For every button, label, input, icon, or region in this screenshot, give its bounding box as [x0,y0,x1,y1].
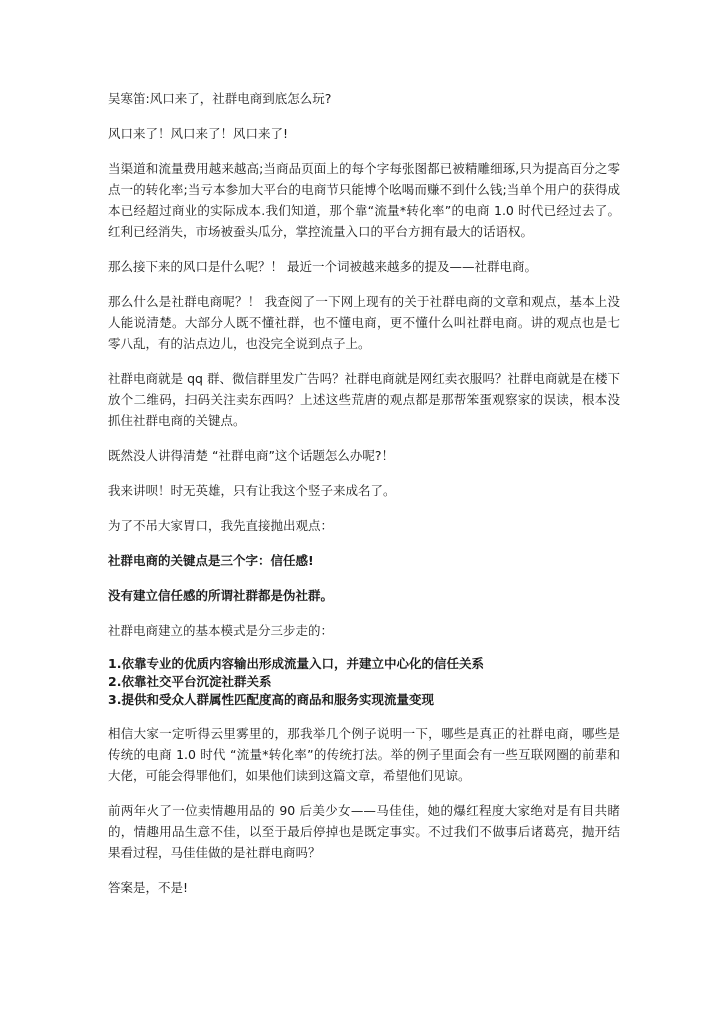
key-point-trust: 社群电商的关键点是三个字：信任感! [108,553,314,568]
step-item: 1.依靠专业的优质内容输出形成流量入口，并建立中心化的信任关系 [108,656,484,671]
paragraph-11: 社群电商建立的基本模式是分三步走的： [108,623,334,638]
paragraph-8: 为了不吊大家胃口，我先直接抛出观点： [108,518,334,533]
step-item: 2.依靠社交平台沉淀社群关系 [108,674,272,689]
paragraph-6: 既然没人讲得清楚 “社群电商”这个话题怎么办呢?！ [108,448,395,463]
paragraph-3: 那么接下来的风口是什么呢？！ 最近一个词被越来越多的提及——社群电商。 [108,259,537,274]
document-page [108,88,620,912]
paragraph-5: 社群电商就是 qq 群、微信群里发广告吗？社群电商就是网红卖衣服吗？社群电商就是在楼下放个二维码，扫码关注卖东西吗？上述这些荒唐的观点都是那帮笨蛋观察家的误读，根本没抓住社群电商的关键点。 [108,371,620,428]
paragraph-13: 前两年火了一位卖情趣用品的 90 后美少女——马佳佳，她的爆红程度大家绝对是有目共睹的，情趣用品生意不佳，以至于最后停掉也是既定事实。不过我们不做事后诸葛亮，抛开结果看过程，马佳佳做的是社群电商吗？ [108,803,620,860]
article-title: 吴寒笛:风口来了，社群电商到底怎么玩? [108,91,332,106]
step-item: 3.提供和受众人群属性匹配度高的商品和服务实现流量变现 [108,692,434,707]
paragraph-12: 相信大家一定听得云里雾里的，那我举几个例子说明一下，哪些是真正的社群电商，哪些是传统的电商 1.0 时代 “流量*转化率”的传统打法。举的例子里面会有一些互联网圈的前辈和大佬，可能会得罪他们，如果他们读到这篇文章，希望他们见谅。 [108,726,620,783]
steps-list [108,655,620,709]
paragraph-2: 当渠道和流量费用越来越高;当商品页面上的每个字每张图都已被精雕细琢,只为提高百分之零点一的转化率;当亏本参加大平台的电商节只能博个吆喝而赚不到什么钱;当单个用户的获得成本已经超过商业的实际成本.我们知道，那个靠“流量*转化率”的电商 1.0 时代已经过去了。红利已经消失，市场被蚕头瓜分，掌控流量入口的平台方拥有最大的话语权。 [108,161,620,239]
paragraph-7: 我来讲呗！时无英雄，只有让我这个竖子来成名了。 [108,483,396,498]
key-point-pseudo-community: 没有建立信任感的所谓社群都是伪社群。 [108,588,334,603]
paragraph-4: 那么什么是社群电商呢？！ 我查阅了一下网上现有的关于社群电商的文章和观点，基本上没人能说清楚。大部分人既不懂社群，也不懂电商，更不懂什么叫社群电商。讲的观点也是七零八乱，有的沾点边儿，也没完全说到点子上。 [108,294,620,351]
paragraph-14: 答案是，不是! [108,880,189,895]
paragraph-1: 风口来了！风口来了！风口来了! [108,126,289,141]
